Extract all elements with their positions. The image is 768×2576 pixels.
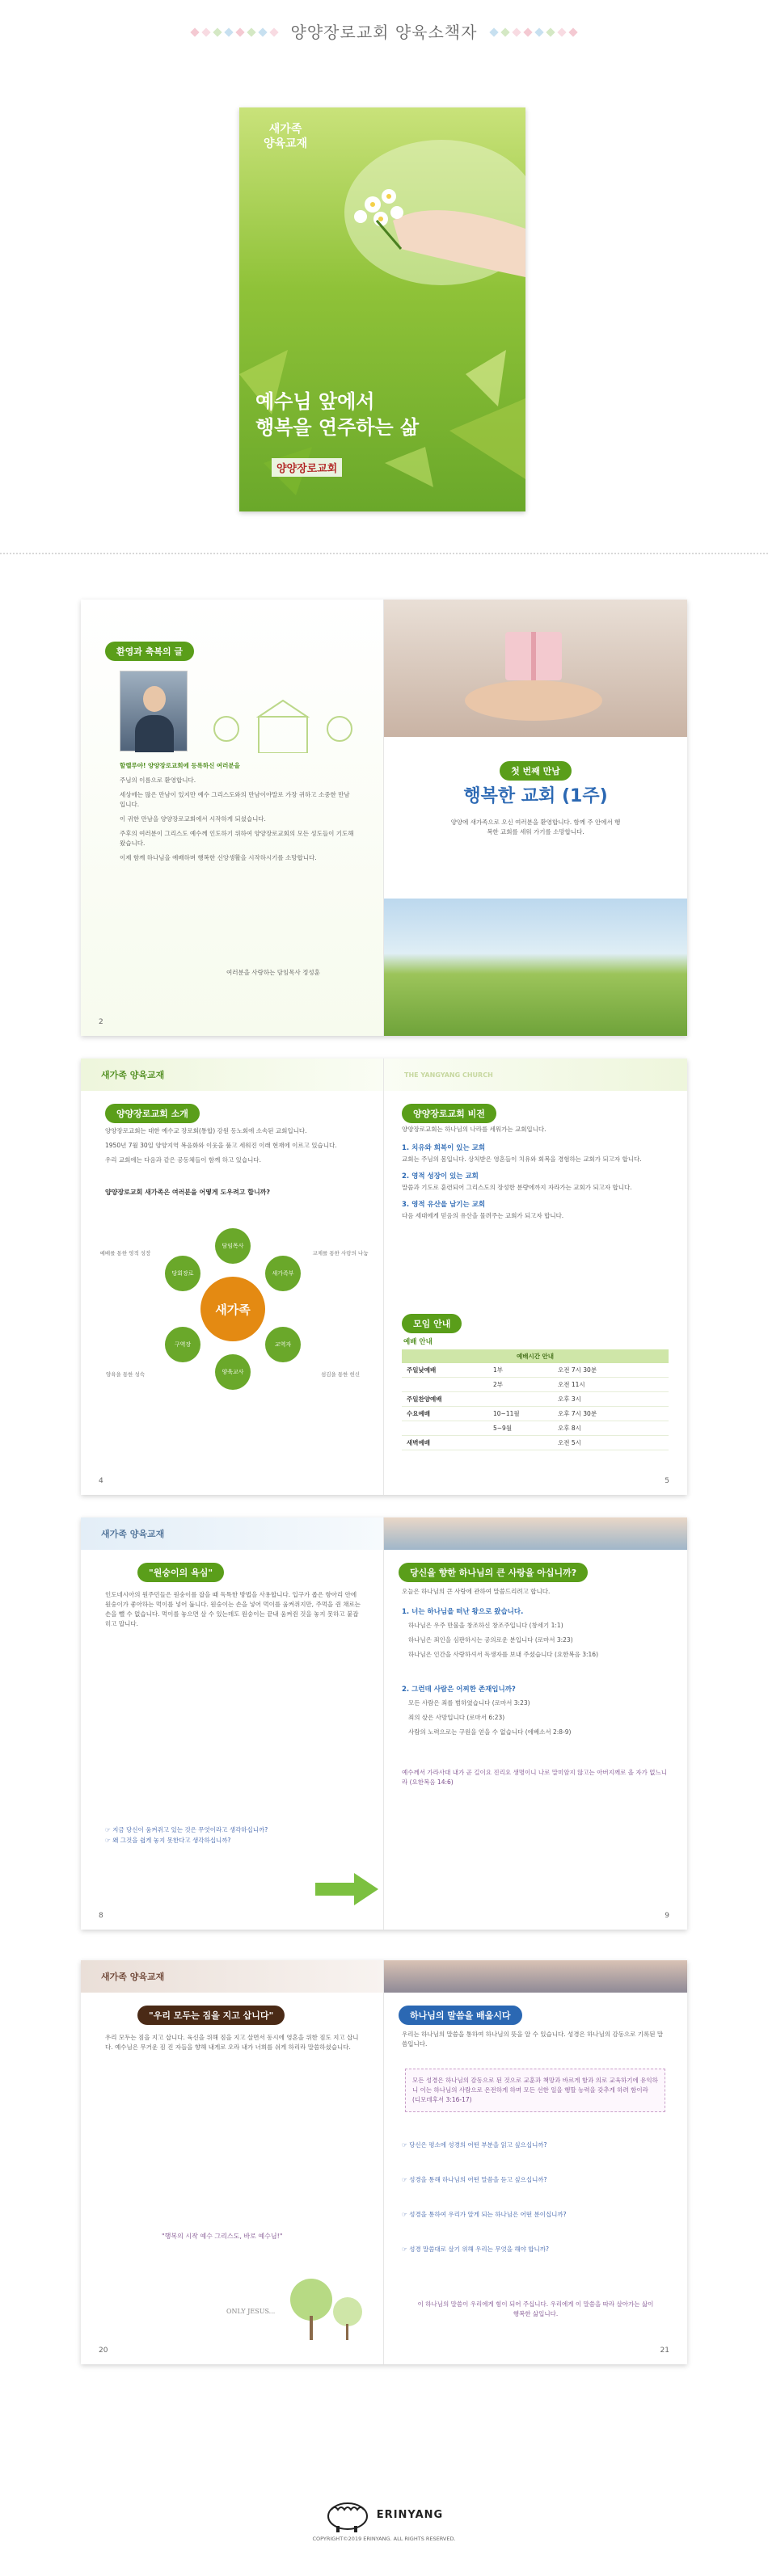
schedule-row: 새벽예배 오전 5시 xyxy=(402,1436,669,1450)
q-right-pill: 당신을 향한 하나님의 큰 사랑을 아십니까? xyxy=(399,1563,588,1582)
petal-6: 당회장로 xyxy=(165,1256,200,1291)
about-pill-wrap xyxy=(105,1104,200,1123)
spread4-left xyxy=(81,1960,384,2364)
q-left-wrap xyxy=(137,1563,224,1582)
care-diagram xyxy=(144,1220,322,1398)
sec2-list xyxy=(408,1698,667,1742)
footer xyxy=(0,2497,768,2542)
sheep-logo-icon xyxy=(325,2497,370,2532)
greeting-name-line: 할렐루야! 양양장로교회에 등록하신 여러분을 xyxy=(120,762,240,769)
chapel-illustration xyxy=(202,697,364,753)
vision-1-text: 교회는 주님의 몸입니다. 상처받은 영혼들이 치유와 회복을 경험하는 교회가 되고자 합니다. xyxy=(402,1155,642,1163)
cover-graphics xyxy=(239,107,525,511)
signature: 여러분을 사랑하는 담임목사 정성훈 xyxy=(226,969,320,976)
sec2-item: 모든 사람은 죄를 범하였습니다 (로마서 3:23) xyxy=(408,1699,530,1707)
petal-1: 담임목사 xyxy=(215,1228,251,1264)
q-left-pill: "원숭이의 욕심" xyxy=(137,1563,224,1582)
page-number-8: 8 xyxy=(99,1912,103,1920)
vision-intro: 양양장로교회는 하나님의 나라를 세워가는 교회입니다. xyxy=(402,1126,546,1133)
about-p1: 양양장로교회는 대한 예수교 장로회(통합) 강원 동노회에 소속된 교회입니다. xyxy=(105,1127,307,1134)
top-header xyxy=(0,15,768,47)
burden-quote: "행복의 시작 예수 그리스도, 바로 예수님!" xyxy=(162,2233,283,2240)
diagram-center: 새가족 xyxy=(200,1277,265,1341)
page-number-9: 9 xyxy=(665,1912,669,1920)
spread4-header: 새가족 양육교재 xyxy=(81,1960,383,1993)
arrow-right-icon xyxy=(315,1873,380,1905)
sec1-item: 하나님은 우주 만물을 창조하신 창조주입니다 (창세기 1:1) xyxy=(408,1622,563,1629)
r-intro: 오늘은 하나님의 큰 사랑에 관하여 말씀드리려고 합니다. xyxy=(402,1588,551,1595)
page-number-4: 4 xyxy=(99,1477,103,1485)
cover-series: 새가족 양육교재 xyxy=(264,123,308,150)
vision-3-text: 다음 세대에게 믿음의 유산을 물려주는 교회가 되고자 합니다. xyxy=(402,1212,564,1219)
footer-copyright: COPYRIGHT©2019 ERINYANG. ALL RIGHTS RESERVED. xyxy=(312,2536,456,2542)
verse-box: 모든 성경은 하나님의 감동으로 된 것으로 교훈과 책망과 바르게 함과 의로 교육하기에 유익하니 이는 하나님의 사람으로 온전하게 하며 모든 선한 일을 행할 능력을 갖추게 하려 함이라 (디모데후서 3:16-17) xyxy=(405,2069,665,2112)
schedule-header: 예배시간 안내 xyxy=(402,1349,669,1363)
spread2-header-left: 새가족 양육교재 xyxy=(81,1059,383,1091)
spread-1 xyxy=(81,600,687,1036)
note-2: 교제를 통한 사랑의 나눔 xyxy=(312,1250,369,1256)
vision-1-title: 1. 치유와 회복이 있는 교회 xyxy=(402,1144,486,1152)
petal-3: 교역자 xyxy=(265,1327,301,1362)
verse: 예수께서 가라사대 내가 곧 길이요 진리요 생명이니 나로 말미암지 않고는 아버지께로 올 자가 없느니라 (요한복음 14:6) xyxy=(402,1769,668,1786)
q-left4-wrap xyxy=(137,2006,285,2025)
sec1-item: 하나님은 죄인을 심판하시는 공의로운 분입니다 (로마서 3:23) xyxy=(408,1636,573,1644)
petal-4: 양육교사 xyxy=(215,1354,251,1390)
meeting-sub: 예배 안내 xyxy=(403,1338,433,1346)
spread1-right xyxy=(384,600,687,1036)
meeting-pill: 모임 안내 xyxy=(402,1314,462,1333)
about-p3: 우리 교회에는 다음과 같은 공동체들이 함께 하고 있습니다. xyxy=(105,1156,261,1164)
about-text xyxy=(105,1126,364,1170)
word-q4: ☞ 성경 말씀대로 살기 위해 우리는 무엇을 해야 합니까? xyxy=(402,2246,549,2253)
q-left4-pill: "우리 모두는 짐을 지고 삽니다" xyxy=(137,2006,285,2025)
week-badge-wrap xyxy=(384,761,687,781)
sec1-list xyxy=(408,1621,667,1665)
note-4: 섬김을 통한 헌신 xyxy=(320,1371,361,1378)
monkey-q2: ☞ 왜 그것을 쉽게 놓지 못한다고 생각하십니까? xyxy=(105,1837,231,1844)
vision-pill-wrap xyxy=(402,1104,496,1123)
spread1-left xyxy=(81,600,384,1036)
greeting-body xyxy=(120,761,354,868)
spread2-left xyxy=(81,1059,384,1495)
closing-text: 이 하나님의 말씀이 우리에게 힘이 되어 주십니다. 우리에게 이 말씀을 따라 살아가는 삶이 행복한 삶입니다. xyxy=(417,2300,654,2317)
footer-brand: ERINYANG xyxy=(376,2508,444,2521)
meeting-pill-wrap xyxy=(402,1314,462,1333)
greeting-heading: 환영과 축복의 글 xyxy=(105,642,194,661)
spread2-header-right: THE YANGYANG CHURCH xyxy=(384,1059,687,1091)
word-q1: ☞ 당신은 평소에 성경의 어떤 부분을 읽고 싶으십니까? xyxy=(402,2141,547,2149)
word-text: 우리는 하나님의 말씀을 통하여 하나님의 뜻을 알 수 있습니다. 성경은 하나님의 감동으로 기록된 말씀입니다. xyxy=(402,2031,664,2048)
schedule-table xyxy=(402,1349,669,1450)
ornament-left xyxy=(189,23,280,39)
spread4-right xyxy=(384,1960,687,2364)
word-questions xyxy=(402,2140,669,2254)
greeting-p3: 이 귀한 만남을 양양장로교회에서 시작하게 되셨습니다. xyxy=(120,815,266,823)
ornament-right xyxy=(488,23,579,39)
vision-2-text: 말씀과 기도로 훈련되어 그리스도의 장성한 분량에까지 자라가는 교회가 되고자 합니다. xyxy=(402,1184,632,1191)
vision-3-title: 3. 영적 유산을 남기는 교회 xyxy=(402,1201,486,1209)
schedule-row: 주일낮예배 1부 오전 7시 30분 xyxy=(402,1363,669,1378)
greeting-p2: 세상에는 많은 만남이 있지만 예수 그리스도와의 만남이야말로 가장 귀하고 소중한 만남입니다. xyxy=(120,791,350,808)
spread-2 xyxy=(81,1059,687,1495)
schedule-row: 수요예배 10~11월 오후 7시 30분 xyxy=(402,1407,669,1421)
footer-brand-row xyxy=(325,2497,443,2532)
monkey-questions xyxy=(105,1825,364,1846)
spread3-left xyxy=(81,1517,384,1930)
schedule-row: 2부 오전 11시 xyxy=(402,1378,669,1392)
monkey-story: 인도네시아의 원주민들은 원숭이를 잡을 때 독특한 방법을 사용합니다. 입구가 좁은 항아리 안에 원숭이가 좋아하는 먹이를 넣어 둡니다. 원숭이는 손을 넣어 먹이를 움켜쥐지만, 주먹을 쥔 채로는 손을 뺄 수 없습니다. 먹이를 놓으면 살 수 있는데도 원숭이는 끝내 움켜쥔 것을 놓지 못하고 붙잡히고 맙니다. xyxy=(105,1591,361,1627)
word-q2: ☞ 성경을 통해 하나님의 어떤 말씀을 듣고 싶으십니까? xyxy=(402,2176,547,2183)
cover-book xyxy=(239,107,525,511)
spread-3 xyxy=(81,1517,687,1930)
page-title: 양양장로교회 양육소책자 xyxy=(290,22,478,42)
monkey-q1: ☞ 지금 당신이 움켜쥐고 있는 것은 무엇이라고 생각하십니까? xyxy=(105,1826,268,1833)
schedule-row: 5~9월 오후 8시 xyxy=(402,1421,669,1436)
about-p2: 1950년 7월 30일 양양지역 복음화와 이웃을 품고 세워진 이래 현재에 이르고 있습니다. xyxy=(105,1142,337,1149)
sec1-item: 하나님은 인간을 사랑하셔서 독생자를 보내 주셨습니다 (요한복음 3:16) xyxy=(408,1651,598,1658)
sea-photo xyxy=(384,1517,687,1550)
note-3: 양육을 통한 성숙 xyxy=(105,1371,146,1378)
word-q3: ☞ 성경을 통하여 우리가 알게 되는 하나님은 어떤 분이십니까? xyxy=(402,2211,567,2218)
spread3-right xyxy=(384,1517,687,1930)
page-number-20: 20 xyxy=(99,2347,108,2355)
r-pill4: 하나님의 말씀을 배웁시다 xyxy=(399,2006,522,2025)
page-number-21: 21 xyxy=(660,2347,669,2355)
only-jesus: ONLY JESUS... xyxy=(226,2308,276,2315)
page-number-5: 5 xyxy=(665,1477,669,1485)
petal-5: 구역장 xyxy=(165,1327,200,1362)
divider xyxy=(0,553,768,554)
greeting-p1: 주님의 이름으로 환영합니다. xyxy=(120,777,196,784)
note-1: 예배를 통한 영적 성장 xyxy=(99,1250,151,1256)
help-question: 양양장로교회 새가족은 여러분을 어떻게 도우려고 합니까? xyxy=(105,1189,271,1196)
spread-4 xyxy=(81,1960,687,2364)
sec2-title: 2. 그런데 사람은 어찌한 존재입니까? xyxy=(402,1686,516,1694)
vision-pill: 양양장로교회 비전 xyxy=(402,1104,496,1123)
sec2-item: 죄의 삯은 사망입니다 (로마서 6:23) xyxy=(408,1714,505,1721)
lesson-intro: 양양에 새가족으로 오신 여러분을 환영합니다. 함께 주 안에서 행복한 교회를 세워 가기를 소망합니다. xyxy=(450,819,621,836)
greeting-p4: 주후의 여러분이 그리스도 예수께 인도하기 위하여 양양장로교회의 모든 성도들이 기도해 왔습니다. xyxy=(120,830,354,847)
cover-title-1: 예수님 앞에서 xyxy=(255,390,375,413)
sunset-photo xyxy=(384,1960,687,1993)
page-number-2: 2 xyxy=(99,1018,103,1026)
petal-2: 새가족부 xyxy=(265,1256,301,1291)
meadow-photo xyxy=(384,899,687,1036)
r-pill4-wrap xyxy=(399,2006,522,2025)
greeting-p5: 이제 함께 하나님을 예배하며 행복한 신앙생활을 시작하시기를 소망합니다. xyxy=(120,854,317,861)
cover-title-2: 행복을 연주하는 삶 xyxy=(255,416,420,439)
cover-church: 양양장로교회 xyxy=(272,458,342,477)
pastor-photo xyxy=(120,671,188,751)
sec1-title: 1. 너는 하나님을 떠난 왕으로 왔습니다. xyxy=(402,1608,524,1616)
vision-list xyxy=(402,1143,669,1221)
schedule-row: 주일찬양예배 오후 3시 xyxy=(402,1392,669,1407)
week-badge: 첫 번째 만남 xyxy=(500,761,572,781)
spread2-right xyxy=(384,1059,687,1495)
lesson-title: 행복한 교회 (1주) xyxy=(463,786,608,806)
sec2-item: 사람의 노력으로는 구원을 얻을 수 없습니다 (에베소서 2:8-9) xyxy=(408,1728,572,1736)
q-right-wrap xyxy=(399,1563,588,1582)
burden-text: 우리 모두는 짐을 지고 삽니다. 육신을 위해 짐을 지고 살면서 동시에 영혼을 위한 짐도 지고 삽니다. 예수님은 무거운 짐 진 자들을 향해 내게로 오라 내가 너희를 쉬게 하리라 말씀하셨습니다. xyxy=(105,2034,359,2051)
gift-photo xyxy=(384,600,687,737)
vision-2-title: 2. 영적 성장이 있는 교회 xyxy=(402,1172,479,1181)
about-pill: 양양장로교회 소개 xyxy=(105,1104,200,1123)
spread3-header: 새가족 양육교재 xyxy=(81,1517,383,1550)
trees-illustration xyxy=(283,2267,372,2348)
